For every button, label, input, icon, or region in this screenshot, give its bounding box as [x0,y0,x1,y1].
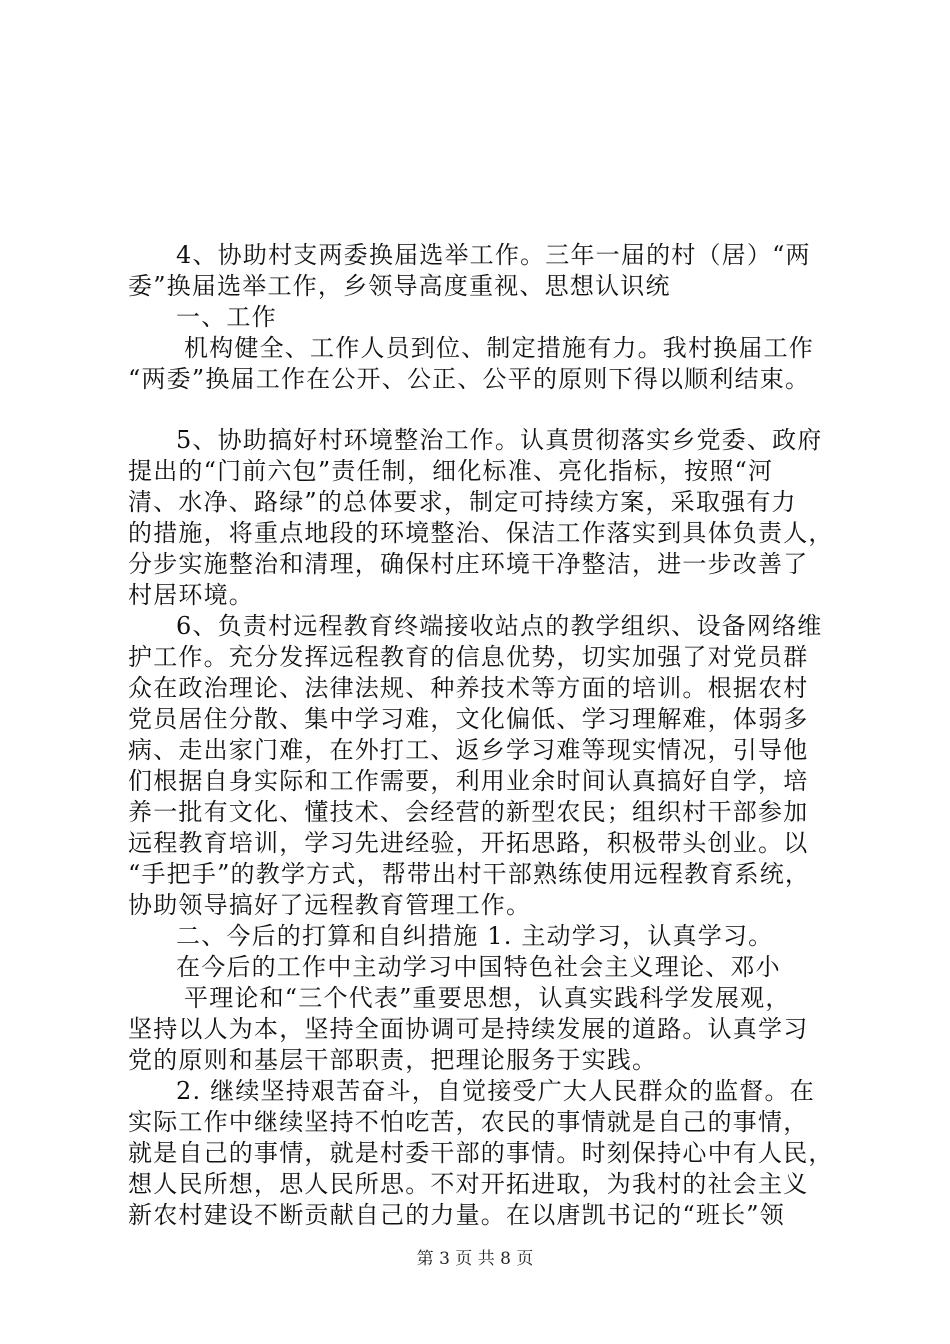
text-line: 坚持以人为本，坚持全面协调可是持续发展的道路。认真学习 [128,1015,809,1043]
text-line: 养一批有文化、懂技术、会经营的新型农民；组织村干部参加 [128,798,809,826]
text-line: 2. 继续坚持艰苦奋斗，自觉接受广大人民群众的监督。在 [176,1077,815,1105]
text-line: 新农村建设不断贡献自己的力量。在以唐凯书记的“班长”领 [128,1201,785,1229]
text-line: 清、水净、路绿”的总体要求，制定可持续方案，采取强有力 [128,488,797,516]
text-line: 平理论和“三个代表”重要思想，认真实践科学发展观， [184,984,791,1012]
text-line: 机构健全、工作人员到位、制定措施有力。我村换届工作 [184,334,814,362]
text-line: 村居环境。 [128,581,254,609]
text-line: 在今后的工作中主动学习中国特色社会主义理论、邓小 [176,953,781,981]
text-line: 4、协助村支两委换届选举工作。三年一届的村（居）“两 [176,241,811,269]
text-line: “手把手”的教学方式，帮带出村干部熟练使用远程教育系统， [128,860,811,888]
text-line: 协助领导搞好了远程教育管理工作。 [128,891,532,919]
text-line: 想人民所想，思人民所思。不对开拓进取，为我村的社会主义 [128,1170,809,1198]
text-line: 众在政治理论、法律法规、种养技术等方面的培训。根据农村 [128,674,809,702]
text-line: 一、工作 [176,303,277,331]
text-line: 提出的“门前六包”责任制，细化标准、亮化指标，按照“河 [128,457,774,485]
text-line: 远程教育培训，学习先进经验，开拓思路，积极带头创业。以 [128,829,809,857]
text-line: 分步实施整治和清理，确保村庄环境干净整洁，进一步改善了 [128,550,809,578]
text-line: 病、走出家门难，在外打工、返乡学习难等现实情况，引导他 [128,736,809,764]
text-line: 实际工作中继续坚持不怕吃苦，农民的事情就是自己的事情， [128,1108,809,1136]
text-line: 的措施，将重点地段的环境整治、保洁工作落实到具体负责人， [128,519,834,547]
text-line: 5、协助搞好村环境整治工作。认真贯彻落实乡党委、政府 [176,426,823,454]
text-line: 党员居住分散、集中学习难，文化偏低、学习理解难，体弱多 [128,705,809,733]
text-line: 6、负责村远程教育终端接收站点的教学组织、设备网络维 [176,612,823,640]
text-line: “两委”换届工作在公开、公正、公平的原则下得以顺利结束。 [128,365,811,393]
text-line: 党的原则和基层干部职责，把理论服务于实践。 [128,1046,658,1074]
page-footer: 第 3 页 共 8 页 [416,1249,534,1269]
text-line: 就是自己的事情，就是村委干部的事情。时刻保持心中有人民， [128,1139,834,1167]
text-line: 护工作。充分发挥远程教育的信息优势，切实加强了对党员群 [128,643,809,671]
text-line: 们根据自身实际和工作需要，利用业余时间认真搞好自学，培 [128,767,809,795]
text-line: 二、今后的打算和自纠措施 1. 主动学习，认真学习。 [176,922,774,950]
text-line: 委”换届选举工作，乡领导高度重视、思想认识统 [128,272,671,300]
